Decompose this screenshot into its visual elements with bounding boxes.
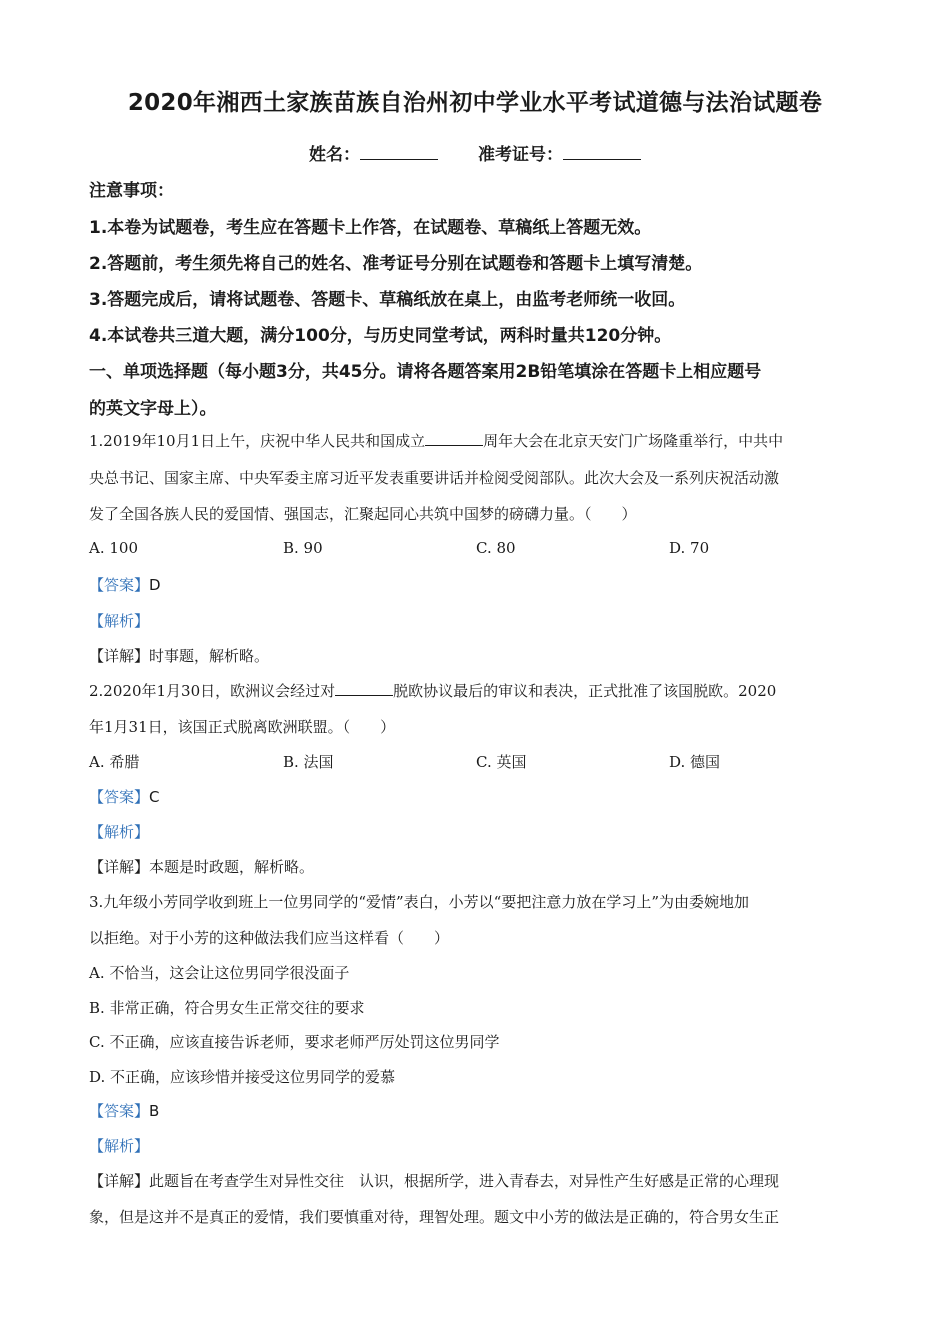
question-3-text: 以拒绝。对于小芳的这种做法我们应当这样看（ ） [89,929,450,947]
question-1-text: 央总书记、国家主席、中央军委主席习近平发表重要讲话并检阅受阅部队。此次大会及一系列庆祝活动激 [89,469,780,487]
fill-blank [335,683,393,696]
note-item: 3.答题完成后，请将试题卷、答题卡、草稿纸放在桌上，由监考老师统一收回。 [89,290,686,310]
q3-option-b: B. 非常正确，符合男女生正常交往的要求 [89,999,365,1017]
q2-option-c: C. 英国 [476,753,527,771]
q3-detail-cont: 象，但是这并不是真正的爱情，我们要慎重对待，理智处理。题文中小芳的做法是正确的，符合男女生正 [89,1208,780,1226]
q3-option-a: A. 不恰当，这会让这位男同学很没面子 [89,964,350,982]
note-item: 4.本试卷共三道大题，满分100分，与历史同堂考试，两科时量共120分钟。 [89,326,672,346]
candidate-info-bar [0,140,950,165]
q1-option-c: C. 80 [476,539,516,557]
q2-detail: 【详解】本题是时政题，解析略。 [89,858,315,876]
note-item: 1.本卷为试题卷，考生应在答题卡上作答，在试题卷、草稿纸上答题无效。 [89,218,652,238]
q3-option-d: D. 不正确，应该珍惜并接受这位男同学的爱慕 [89,1068,396,1086]
q1-option-b: B. 90 [283,539,323,557]
question-1-text: 发了全国各族人民的爱国情、强国志，汇聚起同心共筑中国梦的磅礴力量。（ ） [89,505,637,523]
fill-blank [425,433,483,446]
q3-answer: 【答案】B [89,1102,160,1120]
notes-heading: 注意事项： [89,181,174,201]
section-heading: 一、单项选择题（每小题3分，共45分。请将各题答案用2B铅笔填涂在答题卡上相应题号 [89,362,762,382]
question-2-text: 年1月31日，该国正式脱离欧洲联盟。（ ） [89,718,396,736]
exam-id-blank [563,143,641,160]
q2-answer: 【答案】C [89,788,160,806]
q3-option-c: C. 不正确，应该直接告诉老师，要求老师严厉处罚这位男同学 [89,1033,500,1051]
q2-option-b: B. 法国 [283,753,334,771]
name-blank [360,143,438,160]
q1-answer: 【答案】D [89,576,161,594]
q1-option-d: D. 70 [669,539,710,557]
page-title: 2020年湘西土家族苗族自治州初中学业水平考试道德与法治试题卷 [127,90,823,116]
q2-analysis-label: 【解析】 [89,823,150,841]
question-2-text: 2.2020年1月30日，欧洲议会经过对 脱欧协议最后的审议和表决，正式批准了该国脱欧。2020 [89,682,777,700]
q1-detail: 【详解】时事题，解析略。 [89,647,270,665]
q1-analysis-label: 【解析】 [89,612,150,630]
q1-option-a: A. 100 [89,539,138,557]
q2-option-d: D. 德国 [669,753,721,771]
question-3-text: 3.九年级小芳同学收到班上一位男同学的“爱情”表白，小芳以“要把注意力放在学习上”为由委婉地加 [89,893,749,911]
q3-detail: 【详解】此题旨在考查学生对异性交往 认识，根据所学，进入青春去，对异性产生好感是正常的心理现 [89,1172,780,1190]
q2-option-a: A. 希腊 [89,753,140,771]
question-1-text: 1.2019年10月1日上午，庆祝中华人民共和国成立 周年大会在北京天安门广场隆重举行，中共中 [89,432,784,450]
section-heading-cont: 的英文字母上）。 [89,399,217,419]
q3-analysis-label: 【解析】 [89,1137,150,1155]
note-item: 2.答题前，考生须先将自己的姓名、准考证号分别在试题卷和答题卡上填写清楚。 [89,254,703,274]
exam-id-label: 准考证号： [478,145,563,165]
name-label: 姓名： [309,145,360,165]
